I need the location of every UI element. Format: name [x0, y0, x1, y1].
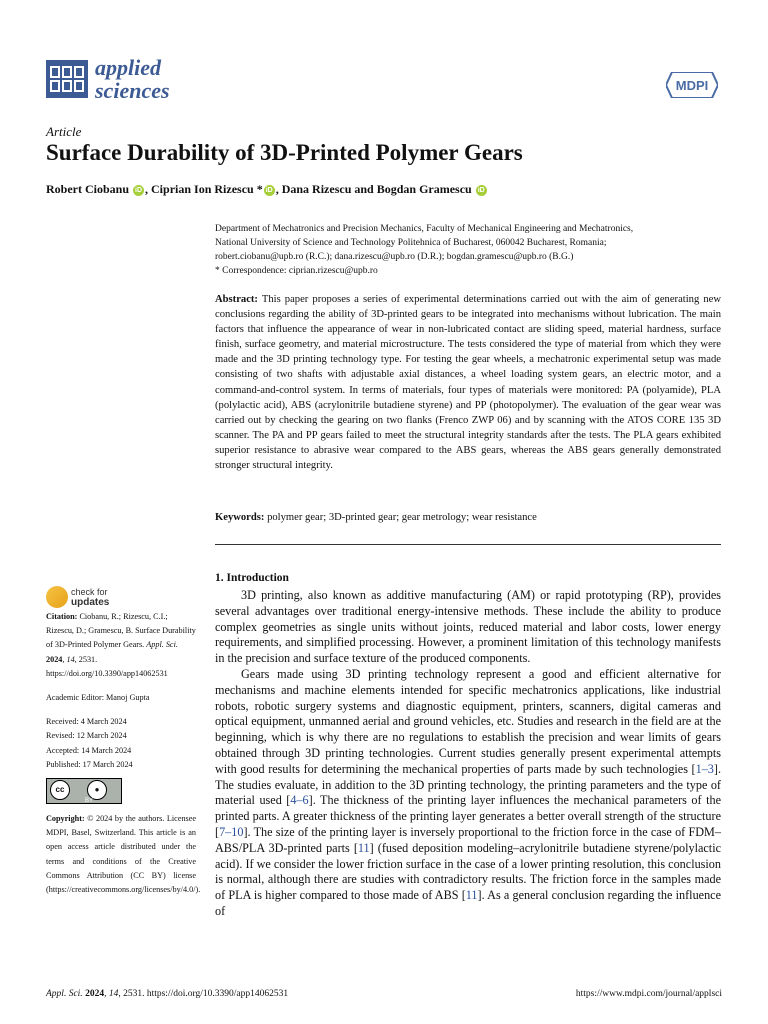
- affiliation-emails: robert.ciobanu@upb.ro (R.C.); dana.rizescu@upb.ro (D.R.); bogdan.gramescu@upb.ro (B.G.): [215, 252, 574, 262]
- citation-link[interactable]: 1–3: [695, 761, 714, 776]
- paragraph-text: Gears made using 3D printing technology represent a good and efficient alternative for mechanisms and machine elements intended for specific mechatronics applications, like industrial robots, robotic surgery systems and diagnostic equipment, printers, scanners, digital cameras and optical equipment, unmanned aerial and ground vehicles, etc. Studies and research in the field are at the beginning, which is why there are no regulations to establish the precision and wear limits of gears obtained through 3D printing technologies. Current studies generally present experimental attempts with good results for determining the mechanical properties of parts made by such technologies [: [215, 666, 721, 776]
- journal-name-line2: sciences: [95, 78, 170, 103]
- affiliation-block: [215, 222, 725, 278]
- citation: [46, 610, 196, 681]
- author-name: Ciprian Ion Rizescu: [151, 182, 254, 196]
- date-accepted: Accepted: 14 March 2024: [46, 745, 132, 755]
- paragraph-text: ]. The studies evaluate, in addition to the 3D printing technology, the printing parameters and the type of material used [: [215, 761, 721, 808]
- footer-volume: , 14: [104, 989, 119, 999]
- citation-volume: , 14: [62, 654, 75, 664]
- paragraph-text: ]. The size of the printing layer is inversely proportional to the friction force in the case of FDM–ABS/PLA 3D-printed parts [: [215, 824, 721, 855]
- copyright-text: © 2024 by the authors. Licensee MDPI, Basel, Switzerland. This article is an open access article distributed under the terms and conditions of the Creative Commons Attribution (CC BY) license (https://creativecommons.org/licenses/by/4.0/).: [46, 814, 201, 895]
- correspondence: * Correspondence: ciprian.rizescu@upb.ro: [215, 266, 378, 276]
- orcid-icon[interactable]: iD: [477, 187, 485, 194]
- date-received: Received: 4 March 2024: [46, 717, 127, 727]
- copyright-label: Copyright:: [46, 814, 85, 824]
- paragraph-text: ] (fused deposition modeling–acrylonitrile butadiene styrene/polylactic acid). If we consider the lower friction surface in the case of a lower printing resolution, this conclusion is normal, although there are studies with contradictory results. The friction force in the samples made of PLA is higher compared to those made of ABS [: [215, 840, 721, 903]
- footer-doi[interactable]: , 2531. https://doi.org/10.3390/app14062531: [118, 989, 289, 999]
- citation-journal: Appl. Sci.: [146, 640, 178, 650]
- paragraph-text: ]. The thickness of the printing layer influences the mechanical parameters of the printed parts. A greater thickness of the printing layer generates a better overall strength of the structure [: [215, 793, 721, 839]
- keywords-text: polymer gear; 3D-printed gear; gear metrology; wear resistance: [264, 512, 537, 523]
- journal-name-line1: applied: [95, 55, 161, 80]
- footer-journal: Appl. Sci.: [46, 989, 83, 999]
- citation-link[interactable]: 11: [465, 888, 478, 903]
- paragraph: 3D printing, also known as additive manufacturing (AM) or rapid prototyping (RP), provides several advantages over traditional energy-intensive methods. These include the ability to produce complex geometries as single units without joints, reduced material and labor costs, lower energy requirements, and simplified processing. However, a prominent limitation of this technology manifests in the precision and surface texture of the produced components.: [215, 588, 721, 666]
- mdpi-logo-icon: [666, 72, 718, 98]
- footer-year: 2024: [82, 989, 105, 999]
- affiliation-line: National University of Science and Technology Politehnica of Bucharest, 060042 Bucharest, Romania;: [215, 238, 607, 248]
- author-separator: ,: [275, 182, 282, 196]
- date-published: Published: 17 March 2024: [46, 759, 133, 769]
- keywords: [215, 512, 721, 523]
- author-name: Dana Rizescu and Bogdan Gramescu: [281, 182, 472, 196]
- paragraph: [215, 667, 721, 920]
- body-text: [215, 588, 721, 920]
- check-updates-line2: updates: [71, 597, 110, 608]
- keywords-label: Keywords:: [215, 512, 265, 523]
- paragraph-text: ]. As a general conclusion regarding the influence of: [215, 888, 721, 918]
- section-heading: 1. Introduction: [215, 572, 289, 584]
- copyright-notice: [46, 812, 201, 897]
- check-updates-icon: [46, 586, 68, 608]
- abstract: [215, 292, 721, 473]
- abstract-text: This paper proposes a series of experimental determinations carried out with the aim of generating new conclusions regarding the ability of 3D-printed gears to be integrated into mechanisms without lubrication. The main factors that influence the appearance of wear in non-lubricated contact are sliding speed, material hardness, surface finish, surface geometry, and material microstructure. The tests considered the type of material from which they were made and the 3D printing technology type. For testing the gear wheels, a mechatronic experimental setup was made consisting of two shafts with adjustable axial distances, a wheel loading system gears, an electric motor, and a command-and-control system. In terms of materials, four types of materials were monitored: PA (polyamide), PLA (polylactic acid), ABS (acrylonitrile butadiene styrene) and PP (photopolymer). The evaluation of the gear wear was carried out by checking the gearing on two flanks (Frenco ZWP 06) and by scanning with the ATOS CORE 135 3D scanner. The PA and PP gears failed to meet the structural integrity standards after the tests. The PLA gears exhibited superior resistance to abrasive wear compared to the ABS gears, whereas the ABS gears generally demonstrated stronger structural integrity.: [215, 294, 721, 472]
- academic-editor: Academic Editor: Manoj Gupta: [46, 693, 150, 703]
- section-divider: [215, 544, 721, 545]
- orcid-icon[interactable]: iD: [135, 187, 143, 194]
- journal-name: [95, 56, 170, 102]
- author-list: [46, 182, 488, 197]
- footer-citation: [46, 989, 288, 999]
- sidebar: [46, 610, 201, 897]
- citation-text: Ciobanu, R.; Rizescu, C.I.; Rizescu, D.; Gramescu, B. Surface Durability of 3D-Printed Polymer Gears.: [46, 612, 196, 650]
- footer-journal-url[interactable]: https://www.mdpi.com/journal/applsci: [575, 989, 722, 999]
- affiliation-line: Department of Mechatronics and Precision Mechanics, Faculty of Mechanical Engineering and Mechatronics,: [215, 224, 634, 234]
- orcid-icon[interactable]: iD: [265, 187, 273, 194]
- attribution-person-icon: ●: [87, 780, 107, 800]
- citation-link[interactable]: 7–10: [219, 824, 244, 839]
- cc-icon: cc: [50, 780, 70, 800]
- date-revised: Revised: 12 March 2024: [46, 731, 127, 741]
- check-updates-line1: check for: [71, 587, 108, 597]
- citation-doi[interactable]: , 2531. https://doi.org/10.3390/app14062531: [46, 654, 168, 678]
- author-separator: ,: [145, 182, 152, 196]
- citation-link[interactable]: 4–6: [290, 793, 309, 808]
- by-label: BY: [85, 798, 94, 805]
- author-name: Robert Ciobanu: [46, 182, 130, 196]
- check-updates-label: [71, 587, 109, 608]
- corresponding-mark: *: [256, 182, 263, 196]
- article-title: Surface Durability of 3D-Printed Polymer Gears: [46, 140, 523, 165]
- article-type: Article: [46, 124, 82, 139]
- cc-by-license-badge[interactable]: [46, 778, 122, 804]
- citation-label: Citation:: [46, 612, 78, 621]
- check-for-updates-button[interactable]: [46, 586, 146, 610]
- abstract-label: Abstract:: [215, 294, 258, 305]
- citation-link[interactable]: 11: [357, 840, 370, 855]
- journal-logo-icon: [46, 60, 88, 98]
- svg-text:MDPI: MDPI: [675, 78, 709, 93]
- citation-year: 2024: [46, 654, 63, 664]
